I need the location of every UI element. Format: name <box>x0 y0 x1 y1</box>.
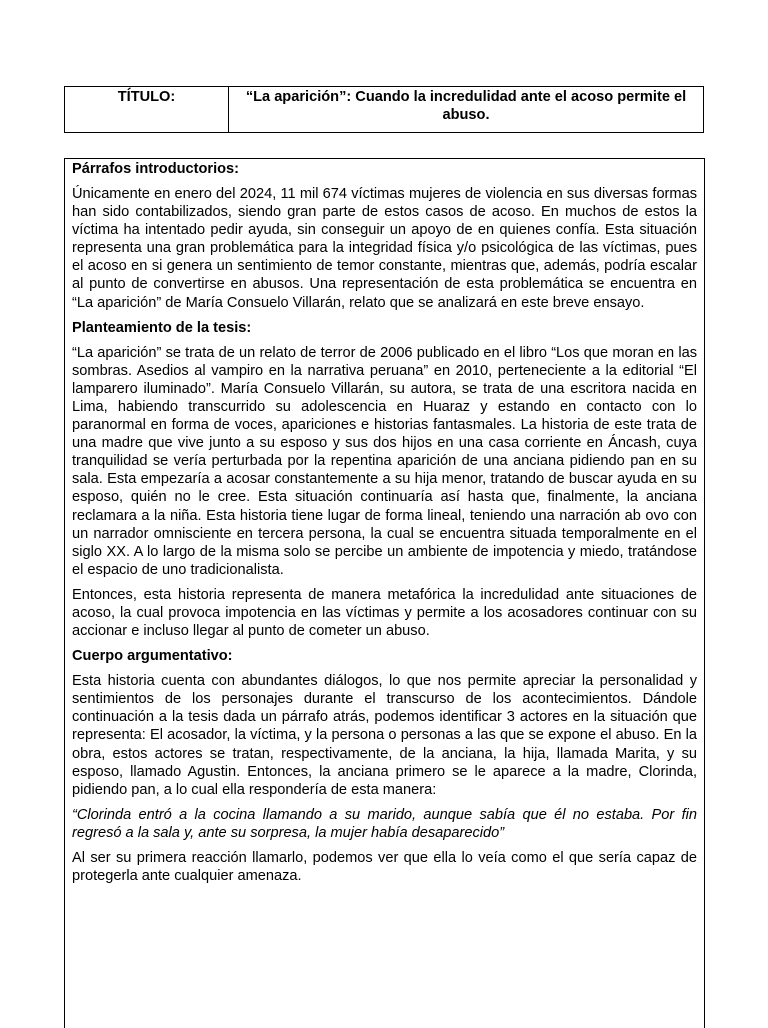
title-table <box>64 86 704 133</box>
intro-paragraph: Únicamente en enero del 2024, 11 mil 674 víctimas mujeres de violencia en sus diversas formas han sido contabilizados, siendo gran parte de estos casos de acoso. En muchos de estos la víctima ha intentado pedir ayuda, sin conseguir un apoyo de en quienes confía. Esta situación representa una gran problemática para la integridad física y/o psicológica de las víctimas, pues el acoso en si genera un sentimiento de temor constante, mientras que, además, podría escalar al punto de convertirse en abusos. Una representación de esta problemática se encuentra en “La aparición” de María Consuelo Villarán, relato que se analizará en este breve ensayo. <box>72 186 697 311</box>
intro-heading: Párrafos introductorios: <box>72 161 240 177</box>
argument-quote: “Clorinda entró a la cocina llamando a su marido, aunque sabía que él no estaba. Por fin regresó a la sala y, ante su sorpresa, la mujer había desaparecido” <box>72 806 697 841</box>
thesis-paragraph-2: Entonces, esta historia representa de manera metafórica la incredulidad ante situaciones de acoso, la cual provoca impotencia en las víctimas y permite a los acosadores continuar con su accionar e incluso llegar al punto de cometer un abuso. <box>72 586 697 640</box>
thesis-heading: Planteamiento de la tesis: <box>72 319 252 336</box>
essay-title: “La aparición”: Cuando la incredulidad ante el acoso permite el abuso. <box>245 89 687 123</box>
argument-paragraph-1: Esta historia cuenta con abundantes diálogos, lo que nos permite apreciar la personalidad y sentimientos de los personajes durante el transcurso de los acontecimientos. Dándole continuación a la tesis dada un párrafo atrás, podemos identificar 3 actores en la situación que representa: El acosador, la víctima, y la persona o personas a las que se expone el abuso. En la obra, estos actores se tratan, respectivamente, de la anciana, la hija, llamada Marita, y su esposo, llamado Agustin. Entonces, la anciana primero se le aparece a la madre, Clorinda, pidiendo pan, a lo cual ella respondería de esta manera: <box>72 673 697 798</box>
thesis-paragraph-1: “La aparición” se trata de un relato de terror de 2006 publicado en el libro “Los que moran en las sombras. Asedios al vampiro en la narrativa peruana” en 2010, perteneciente a la editorial “El lamparero iluminado”. María Consuelo Villarán, su autora, se trata de una escritora nacida en Lima, habiendo transcurrido su adolescencia en Huaraz y estando en contacto con lo paranormal en forma de voces, apariciones e historias fantasmales. La historia de este trata de una madre que vive junto a su esposo y sus dos hijos en una casa corriente en Áncash, cuya tranquilidad se vería perturbada por la repentina aparición de una anciana pidiendo pan en su sala. Esta empezaría a acosar constantemente a su hija menor, tratando de buscar ayuda en su esposo, quién no le cree. Esta situación continuaría así hasta que, finalmente, la anciana reclamara a la niña. Esta historia tiene lugar de forma lineal, teniendo una narración ab ovo con un narrador omnisciente en tercera persona, la cual se encuentra situada temporalmente en el siglo XX. A lo largo de la misma solo se percibe un ambiente de impotencia y miedo, tratándose el espacio de uno tradicionalista. <box>72 344 697 578</box>
argument-paragraph-2: Al ser su primera reacción llamarlo, podemos ver que ella lo veía como el que sería capaz de protegerla ante cualquier amenaza. <box>72 850 697 885</box>
title-label: TÍTULO: <box>65 87 229 132</box>
argument-heading: Cuerpo argumentativo: <box>72 648 233 665</box>
essay-body <box>64 158 705 1028</box>
